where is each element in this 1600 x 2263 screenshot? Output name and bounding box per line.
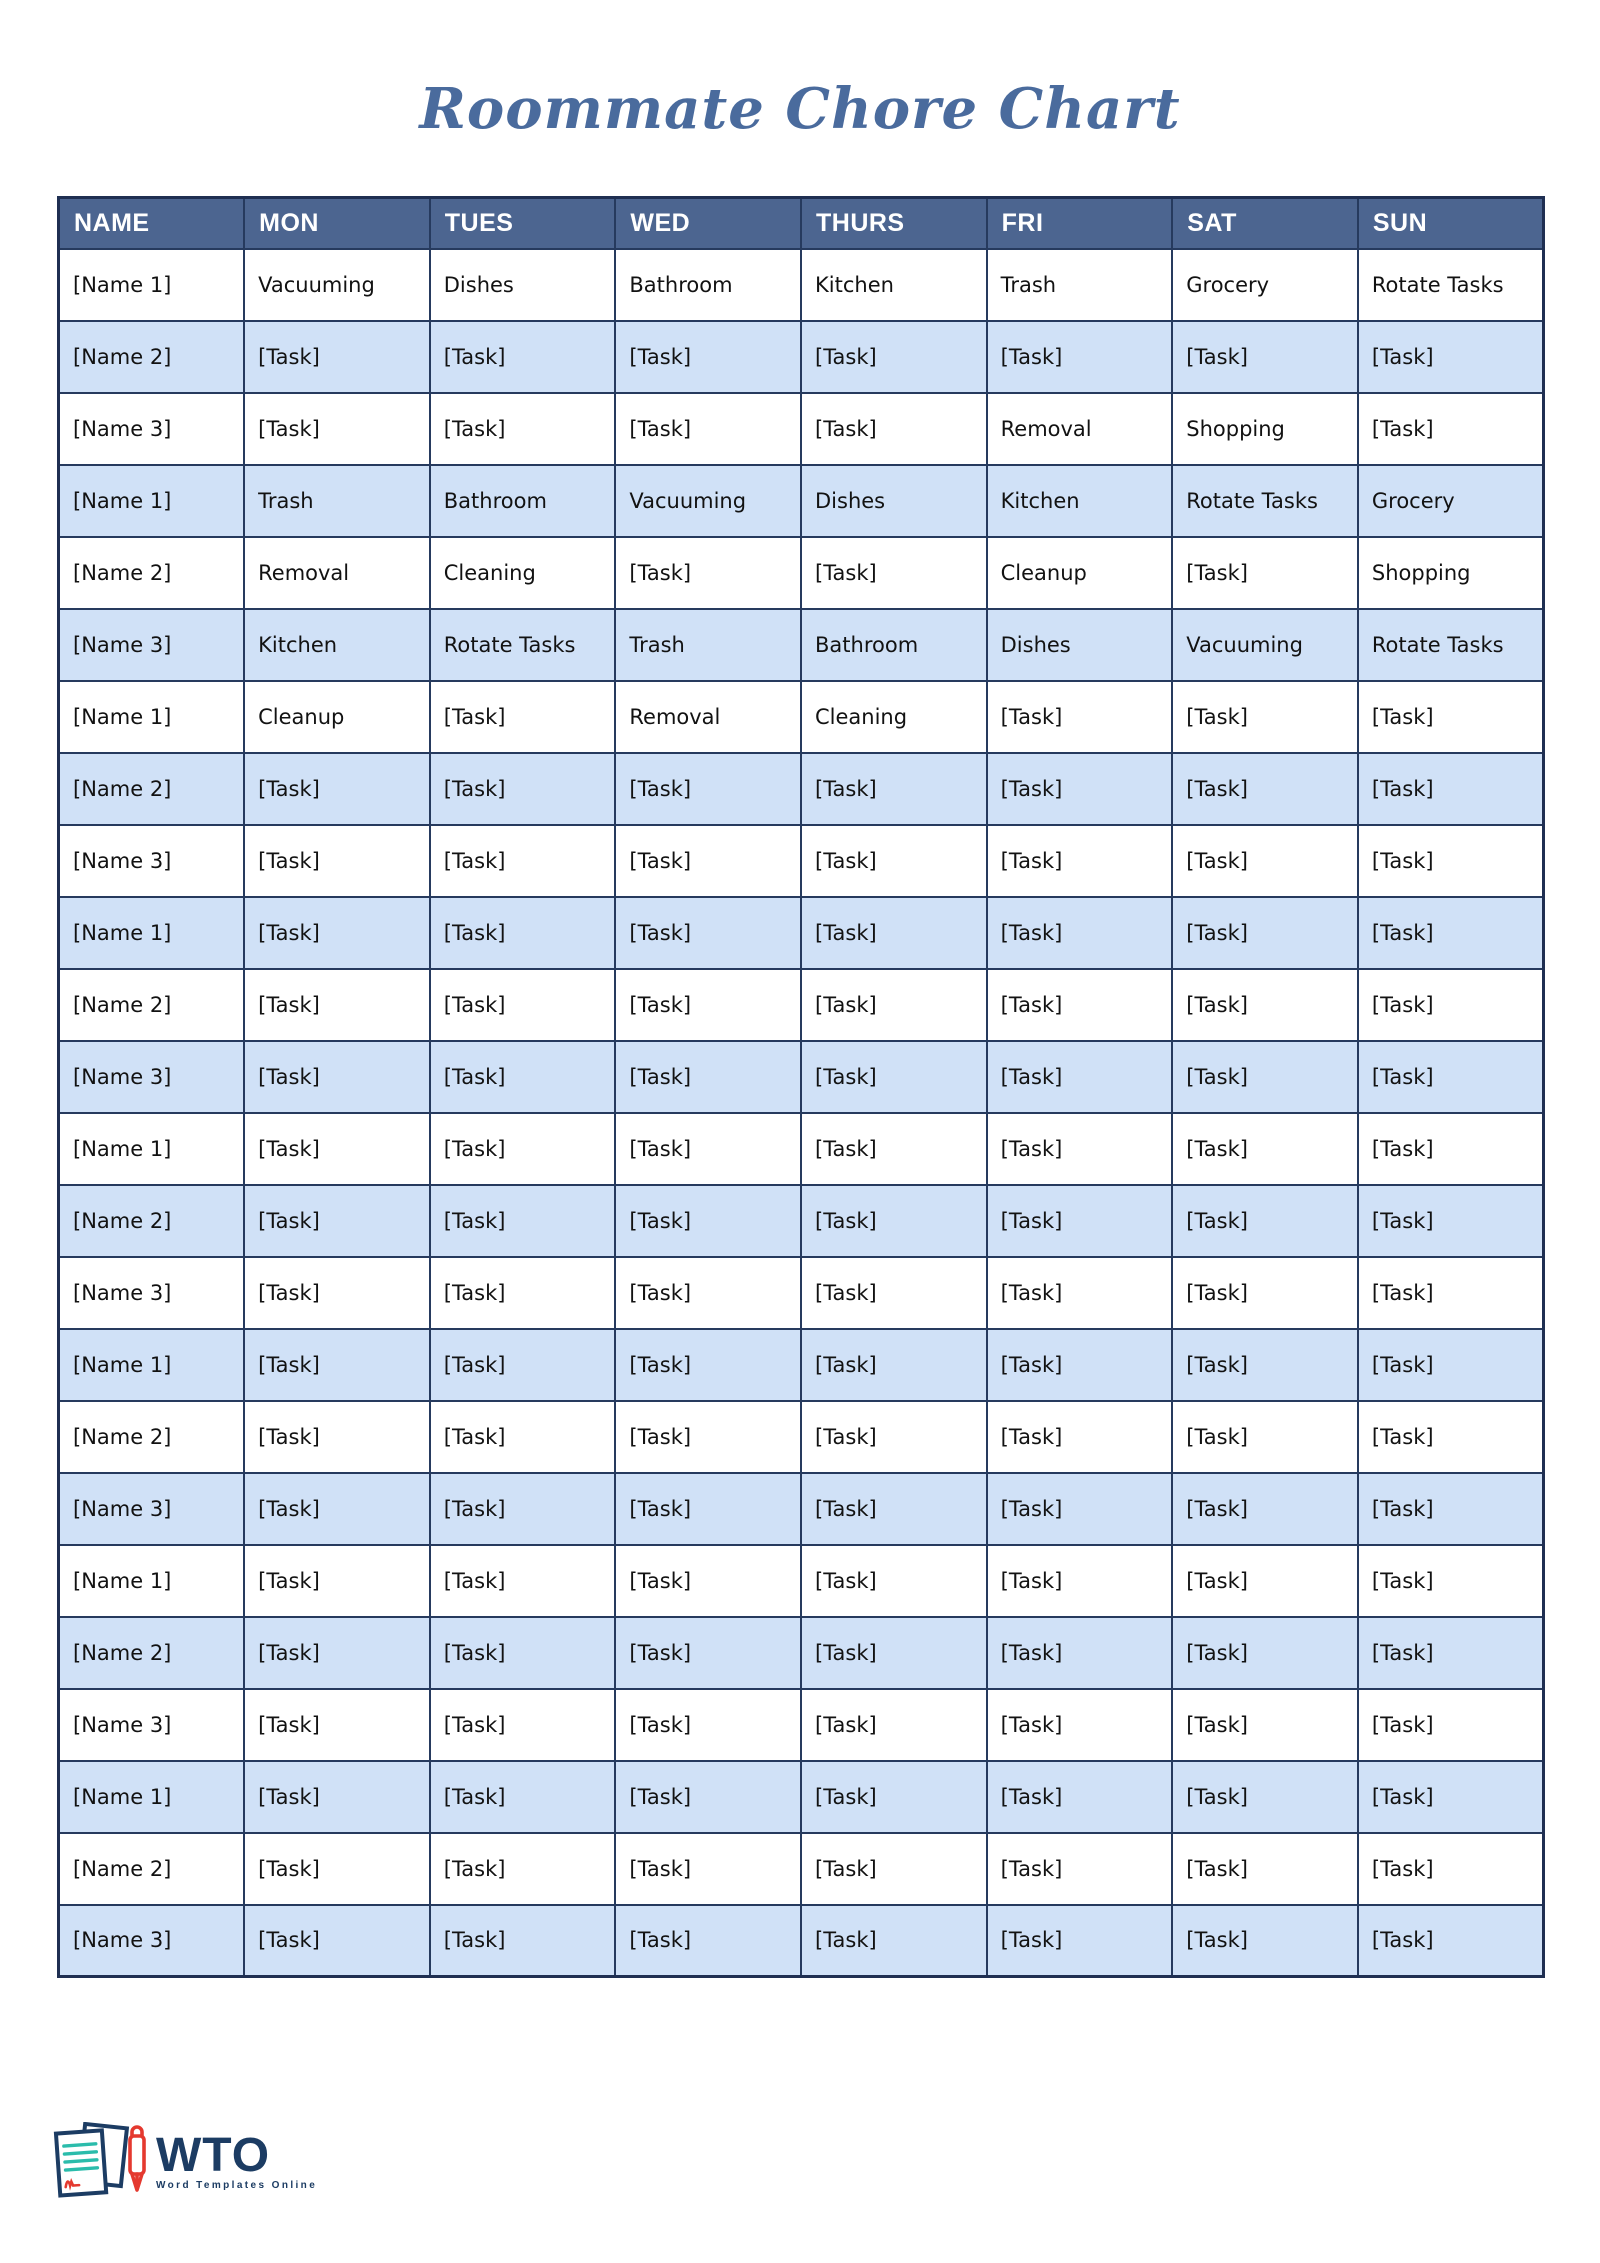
task-cell: [Task] — [801, 897, 987, 969]
column-header-name: NAME — [59, 198, 245, 249]
task-cell: [Task] — [430, 1041, 616, 1113]
name-cell: [Name 2] — [59, 1401, 245, 1473]
table-row — [59, 1473, 1544, 1545]
task-cell: [Task] — [801, 1905, 987, 1977]
task-cell: [Task] — [1358, 1689, 1544, 1761]
task-cell: [Task] — [1358, 1041, 1544, 1113]
task-cell: [Task] — [615, 537, 801, 609]
name-cell: [Name 2] — [59, 1185, 245, 1257]
task-cell: [Task] — [987, 1041, 1173, 1113]
name-cell: [Name 3] — [59, 825, 245, 897]
table-row — [59, 1761, 1544, 1833]
table-row — [59, 609, 1544, 681]
name-cell: [Name 2] — [59, 969, 245, 1041]
task-cell: Rotate Tasks — [430, 609, 616, 681]
task-cell: Kitchen — [987, 465, 1173, 537]
task-cell: Bathroom — [801, 609, 987, 681]
table-row — [59, 1401, 1544, 1473]
task-cell: [Task] — [615, 393, 801, 465]
task-cell: [Task] — [987, 1473, 1173, 1545]
task-cell: [Task] — [615, 969, 801, 1041]
table-row — [59, 753, 1544, 825]
task-cell: [Task] — [1172, 1257, 1358, 1329]
column-header-mon: MON — [244, 198, 430, 249]
logo-text-block — [156, 2122, 317, 2191]
task-cell: [Task] — [1358, 1833, 1544, 1905]
task-cell: Grocery — [1172, 249, 1358, 321]
task-cell: [Task] — [430, 1257, 616, 1329]
task-cell: [Task] — [430, 753, 616, 825]
task-cell: [Task] — [987, 1329, 1173, 1401]
table-row — [59, 1185, 1544, 1257]
task-cell: [Task] — [1172, 1689, 1358, 1761]
task-cell: [Task] — [1172, 1545, 1358, 1617]
task-cell: [Task] — [1172, 1833, 1358, 1905]
task-cell: [Task] — [987, 1401, 1173, 1473]
task-cell: [Task] — [1358, 897, 1544, 969]
task-cell: [Task] — [615, 1473, 801, 1545]
task-cell: [Task] — [430, 1329, 616, 1401]
task-cell: [Task] — [801, 969, 987, 1041]
task-cell: [Task] — [1172, 1041, 1358, 1113]
task-cell: [Task] — [801, 1833, 987, 1905]
task-cell: [Task] — [430, 1617, 616, 1689]
task-cell: Trash — [244, 465, 430, 537]
task-cell: [Task] — [1172, 753, 1358, 825]
task-cell: [Task] — [1358, 969, 1544, 1041]
task-cell: Dishes — [987, 609, 1173, 681]
column-header-sat: SAT — [1172, 198, 1358, 249]
header-row — [59, 198, 1544, 249]
task-cell: [Task] — [430, 1905, 616, 1977]
task-cell: [Task] — [244, 753, 430, 825]
table-row — [59, 1905, 1544, 1977]
task-cell: [Task] — [244, 1041, 430, 1113]
table-row — [59, 1545, 1544, 1617]
wto-documents-pen-icon — [42, 2122, 154, 2206]
task-cell: [Task] — [1172, 1905, 1358, 1977]
task-cell: Vacuuming — [1172, 609, 1358, 681]
task-cell: Cleaning — [801, 681, 987, 753]
task-cell: Shopping — [1358, 537, 1544, 609]
task-cell: Trash — [987, 249, 1173, 321]
task-cell: [Task] — [987, 681, 1173, 753]
task-cell: [Task] — [1172, 1185, 1358, 1257]
name-cell: [Name 3] — [59, 393, 245, 465]
table-row — [59, 897, 1544, 969]
task-cell: [Task] — [615, 753, 801, 825]
task-cell: [Task] — [987, 1545, 1173, 1617]
task-cell: [Task] — [987, 1185, 1173, 1257]
table-row — [59, 465, 1544, 537]
task-cell: [Task] — [801, 753, 987, 825]
task-cell: [Task] — [801, 1545, 987, 1617]
task-cell: [Task] — [1172, 969, 1358, 1041]
task-cell: [Task] — [244, 321, 430, 393]
task-cell: [Task] — [1172, 1761, 1358, 1833]
task-cell: [Task] — [244, 1905, 430, 1977]
table-row — [59, 1617, 1544, 1689]
table-row — [59, 825, 1544, 897]
task-cell: [Task] — [1172, 1617, 1358, 1689]
name-cell: [Name 2] — [59, 1833, 245, 1905]
name-cell: [Name 3] — [59, 1257, 245, 1329]
task-cell: [Task] — [244, 1401, 430, 1473]
task-cell: [Task] — [244, 1473, 430, 1545]
task-cell: [Task] — [987, 825, 1173, 897]
name-cell: [Name 3] — [59, 1473, 245, 1545]
task-cell: [Task] — [430, 321, 616, 393]
task-cell: [Task] — [430, 1185, 616, 1257]
name-cell: [Name 3] — [59, 1905, 245, 1977]
task-cell: [Task] — [244, 897, 430, 969]
task-cell: [Task] — [987, 1113, 1173, 1185]
task-cell: [Task] — [987, 321, 1173, 393]
task-cell: Vacuuming — [615, 465, 801, 537]
task-cell: [Task] — [801, 393, 987, 465]
name-cell: [Name 1] — [59, 1545, 245, 1617]
task-cell: [Task] — [615, 1761, 801, 1833]
table-row — [59, 1113, 1544, 1185]
task-cell: Dishes — [801, 465, 987, 537]
task-cell: [Task] — [801, 1689, 987, 1761]
table-row — [59, 1257, 1544, 1329]
logo-wordmark: WTO — [156, 2129, 271, 2182]
task-cell: Removal — [244, 537, 430, 609]
task-cell: [Task] — [987, 753, 1173, 825]
column-header-fri: FRI — [987, 198, 1173, 249]
task-cell: [Task] — [244, 1185, 430, 1257]
pen-icon — [130, 2127, 144, 2190]
table-row — [59, 537, 1544, 609]
task-cell: Removal — [615, 681, 801, 753]
task-cell: [Task] — [987, 1761, 1173, 1833]
task-cell: [Task] — [244, 1545, 430, 1617]
task-cell: [Task] — [1358, 681, 1544, 753]
task-cell: [Task] — [430, 1401, 616, 1473]
task-cell: [Task] — [615, 897, 801, 969]
task-cell: [Task] — [244, 1761, 430, 1833]
task-cell: [Task] — [615, 1185, 801, 1257]
name-cell: [Name 1] — [59, 465, 245, 537]
task-cell: Rotate Tasks — [1358, 609, 1544, 681]
name-cell: [Name 1] — [59, 681, 245, 753]
task-cell: Grocery — [1358, 465, 1544, 537]
name-cell: [Name 1] — [59, 1113, 245, 1185]
task-cell: [Task] — [615, 1617, 801, 1689]
task-cell: [Task] — [244, 825, 430, 897]
name-cell: [Name 2] — [59, 537, 245, 609]
name-cell: [Name 1] — [59, 1329, 245, 1401]
table-row — [59, 1689, 1544, 1761]
name-cell: [Name 3] — [59, 1041, 245, 1113]
task-cell: [Task] — [801, 825, 987, 897]
task-cell: Rotate Tasks — [1358, 249, 1544, 321]
task-cell: [Task] — [615, 825, 801, 897]
task-cell: [Task] — [1358, 1473, 1544, 1545]
table-row — [59, 681, 1544, 753]
task-cell: [Task] — [615, 1401, 801, 1473]
task-cell: [Task] — [801, 321, 987, 393]
task-cell: [Task] — [987, 969, 1173, 1041]
task-cell: [Task] — [1358, 393, 1544, 465]
column-header-wed: WED — [615, 198, 801, 249]
task-cell: Cleaning — [430, 537, 616, 609]
task-cell: [Task] — [244, 1113, 430, 1185]
task-cell: [Task] — [1358, 1401, 1544, 1473]
name-cell: [Name 2] — [59, 753, 245, 825]
task-cell: [Task] — [1172, 537, 1358, 609]
logo-tagline: Word Templates Online — [156, 2180, 318, 2191]
task-cell: [Task] — [244, 969, 430, 1041]
task-cell: [Task] — [1172, 1473, 1358, 1545]
table-row — [59, 969, 1544, 1041]
task-cell: [Task] — [615, 1257, 801, 1329]
task-cell: Bathroom — [615, 249, 801, 321]
task-cell: [Task] — [801, 1329, 987, 1401]
task-cell: [Task] — [430, 897, 616, 969]
task-cell: Rotate Tasks — [1172, 465, 1358, 537]
task-cell: [Task] — [801, 1257, 987, 1329]
task-cell: Cleanup — [987, 537, 1173, 609]
task-cell: [Task] — [615, 1329, 801, 1401]
task-cell: [Task] — [801, 537, 987, 609]
task-cell: Cleanup — [244, 681, 430, 753]
task-cell: [Task] — [1358, 1185, 1544, 1257]
name-cell: [Name 3] — [59, 609, 245, 681]
task-cell: [Task] — [801, 1185, 987, 1257]
task-cell: [Task] — [615, 1113, 801, 1185]
task-cell: [Task] — [430, 1761, 616, 1833]
task-cell: Removal — [987, 393, 1173, 465]
task-cell: [Task] — [1358, 1329, 1544, 1401]
chore-table — [57, 196, 1545, 1978]
task-cell: [Task] — [1358, 1545, 1544, 1617]
task-cell: [Task] — [1172, 1329, 1358, 1401]
task-cell: [Task] — [615, 1041, 801, 1113]
chore-table-head — [59, 198, 1544, 249]
task-cell: [Task] — [987, 1833, 1173, 1905]
task-cell: [Task] — [1358, 1761, 1544, 1833]
task-cell: [Task] — [1358, 1617, 1544, 1689]
task-cell: [Task] — [1172, 1401, 1358, 1473]
name-cell: [Name 1] — [59, 1761, 245, 1833]
table-row — [59, 321, 1544, 393]
task-cell: [Task] — [801, 1041, 987, 1113]
task-cell: [Task] — [244, 393, 430, 465]
task-cell: [Task] — [430, 1833, 616, 1905]
task-cell: [Task] — [1358, 825, 1544, 897]
task-cell: [Task] — [801, 1113, 987, 1185]
table-row — [59, 1041, 1544, 1113]
task-cell: Vacuuming — [244, 249, 430, 321]
task-cell: Kitchen — [244, 609, 430, 681]
task-cell: [Task] — [987, 1905, 1173, 1977]
name-cell: [Name 1] — [59, 249, 245, 321]
name-cell: [Name 2] — [59, 321, 245, 393]
task-cell: [Task] — [615, 1689, 801, 1761]
column-header-sun: SUN — [1358, 198, 1544, 249]
task-cell: [Task] — [801, 1473, 987, 1545]
task-cell: [Task] — [801, 1617, 987, 1689]
task-cell: Bathroom — [430, 465, 616, 537]
page-title: Roommate Chore Chart — [419, 76, 1181, 142]
task-cell: [Task] — [987, 1257, 1173, 1329]
task-cell: [Task] — [1172, 681, 1358, 753]
task-cell: [Task] — [801, 1761, 987, 1833]
task-cell: [Task] — [430, 393, 616, 465]
task-cell: [Task] — [1358, 321, 1544, 393]
task-cell: [Task] — [430, 1689, 616, 1761]
task-cell: [Task] — [1358, 1257, 1544, 1329]
task-cell: [Task] — [244, 1257, 430, 1329]
task-cell: [Task] — [615, 321, 801, 393]
task-cell: [Task] — [1172, 825, 1358, 897]
task-cell: [Task] — [430, 1473, 616, 1545]
task-cell: [Task] — [615, 1833, 801, 1905]
task-cell: [Task] — [430, 825, 616, 897]
column-header-tues: TUES — [430, 198, 616, 249]
front-page-icon — [56, 2130, 106, 2195]
table-row — [59, 1833, 1544, 1905]
task-cell: [Task] — [430, 1113, 616, 1185]
chore-table-body — [59, 249, 1544, 1977]
task-cell: [Task] — [244, 1617, 430, 1689]
task-cell: [Task] — [987, 1689, 1173, 1761]
name-cell: [Name 1] — [59, 897, 245, 969]
task-cell: [Task] — [987, 897, 1173, 969]
task-cell: [Task] — [615, 1545, 801, 1617]
task-cell: [Task] — [801, 1401, 987, 1473]
task-cell: [Task] — [430, 681, 616, 753]
task-cell: [Task] — [244, 1329, 430, 1401]
table-row — [59, 1329, 1544, 1401]
task-cell: Trash — [615, 609, 801, 681]
task-cell: Dishes — [430, 249, 616, 321]
task-cell: [Task] — [1172, 897, 1358, 969]
task-cell: Shopping — [1172, 393, 1358, 465]
task-cell: Kitchen — [801, 249, 987, 321]
column-header-thurs: THURS — [801, 198, 987, 249]
task-cell: [Task] — [430, 1545, 616, 1617]
task-cell: [Task] — [1358, 1113, 1544, 1185]
task-cell: [Task] — [1172, 1113, 1358, 1185]
task-cell: [Task] — [615, 1905, 801, 1977]
task-cell: [Task] — [244, 1689, 430, 1761]
table-row — [59, 393, 1544, 465]
task-cell: [Task] — [244, 1833, 430, 1905]
wto-logo — [42, 2122, 317, 2206]
name-cell: [Name 3] — [59, 1689, 245, 1761]
task-cell: [Task] — [430, 969, 616, 1041]
task-cell: [Task] — [1358, 1905, 1544, 1977]
table-row — [59, 249, 1544, 321]
name-cell: [Name 2] — [59, 1617, 245, 1689]
task-cell: [Task] — [1172, 321, 1358, 393]
task-cell: [Task] — [987, 1617, 1173, 1689]
task-cell: [Task] — [1358, 753, 1544, 825]
